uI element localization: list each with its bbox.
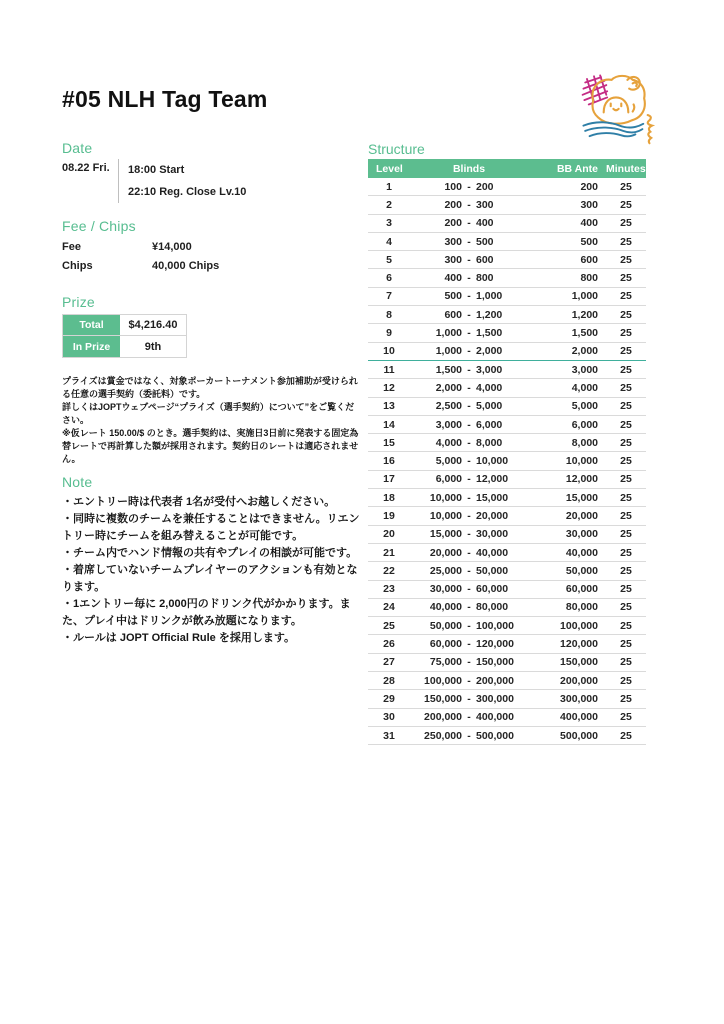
structure-row <box>368 288 646 306</box>
structure-row <box>368 251 646 269</box>
structure-level: 4 <box>386 235 392 248</box>
structure-minutes: 25 <box>620 217 632 230</box>
small-blind: 2,000 <box>435 381 462 394</box>
structure-blinds <box>410 547 528 559</box>
col-header-level: Level <box>376 162 403 175</box>
structure-level: 12 <box>383 381 395 394</box>
structure-level: 6 <box>386 272 392 285</box>
structure-row <box>368 617 646 635</box>
structure-bb-ante: 200,000 <box>560 674 598 687</box>
structure-bb-ante: 15,000 <box>565 491 598 504</box>
blinds-dash: - <box>467 674 471 687</box>
small-blind: 10,000 <box>429 491 462 504</box>
structure-bb-ante: 50,000 <box>565 564 598 577</box>
structure-minutes: 25 <box>620 400 632 413</box>
structure-bb-ante: 1,000 <box>571 290 598 303</box>
structure-minutes: 25 <box>620 564 632 577</box>
structure-level: 24 <box>383 601 395 614</box>
structure-row <box>368 599 646 617</box>
blinds-dash: - <box>467 619 471 632</box>
structure-blinds <box>410 638 528 650</box>
structure-bb-ante: 5,000 <box>571 400 598 413</box>
structure-blinds <box>410 400 528 412</box>
prize-table <box>62 314 187 358</box>
small-blind: 75,000 <box>429 656 462 669</box>
structure-table-header <box>368 159 646 178</box>
structure-row <box>368 452 646 470</box>
structure-row <box>368 507 646 525</box>
date-times <box>118 159 246 203</box>
big-blind: 500 <box>476 235 494 248</box>
structure-minutes: 25 <box>620 290 632 303</box>
note-item: ・着席していないチームプレイヤーのアクションも有効となります。 <box>62 564 358 593</box>
small-blind: 20,000 <box>429 546 462 559</box>
structure-row <box>368 361 646 379</box>
structure-blinds <box>410 364 528 376</box>
big-blind: 8,000 <box>476 436 503 449</box>
structure-blinds <box>410 473 528 485</box>
structure-blinds <box>410 290 528 302</box>
structure-row <box>368 544 646 562</box>
mascot-logo-icon <box>572 70 660 146</box>
structure-bb-ante: 600 <box>580 253 598 266</box>
big-blind: 200,000 <box>476 674 514 687</box>
col-header-blinds: Blinds <box>452 162 486 175</box>
structure-row <box>368 635 646 653</box>
structure-blinds <box>410 199 528 211</box>
structure-blinds <box>410 730 528 742</box>
structure-blinds <box>410 510 528 522</box>
big-blind: 600 <box>476 253 494 266</box>
structure-row <box>368 306 646 324</box>
structure-row <box>368 562 646 580</box>
structure-minutes: 25 <box>620 692 632 705</box>
structure-minutes: 25 <box>620 327 632 340</box>
structure-minutes: 25 <box>620 180 632 193</box>
structure-row <box>368 343 646 361</box>
structure-level: 5 <box>386 253 392 266</box>
structure-bb-ante: 30,000 <box>565 528 598 541</box>
blinds-dash: - <box>467 327 471 340</box>
small-blind: 300 <box>444 235 462 248</box>
blinds-dash: - <box>467 546 471 559</box>
structure-minutes: 25 <box>620 729 632 742</box>
small-blind: 60,000 <box>429 638 462 651</box>
blinds-dash: - <box>467 381 471 394</box>
small-blind: 600 <box>444 308 462 321</box>
structure-minutes: 25 <box>620 601 632 614</box>
structure-minutes: 25 <box>620 308 632 321</box>
fee-row-value: 40,000 Chips <box>152 260 220 272</box>
prize-heading: Prize <box>62 294 95 310</box>
blinds-dash: - <box>467 583 471 596</box>
note-items <box>62 494 362 647</box>
structure-bb-ante: 800 <box>580 272 598 285</box>
structure-table-body <box>368 178 646 745</box>
small-blind: 6,000 <box>435 473 462 486</box>
structure-minutes: 25 <box>620 345 632 358</box>
structure-level: 27 <box>383 656 395 669</box>
fee-row <box>62 257 364 276</box>
fee-row-label: Chips <box>62 260 93 272</box>
structure-level: 30 <box>383 711 395 724</box>
structure-level: 28 <box>383 674 395 687</box>
fee-row <box>62 238 364 257</box>
big-blind: 400,000 <box>476 711 514 724</box>
date-value: 08.22 Fri. <box>62 162 110 174</box>
structure-row <box>368 489 646 507</box>
structure-blinds <box>410 217 528 229</box>
structure-row <box>368 379 646 397</box>
structure-minutes: 25 <box>620 638 632 651</box>
start-time: 18:00 Start <box>128 164 185 176</box>
structure-bb-ante: 80,000 <box>565 601 598 614</box>
small-blind: 500 <box>444 290 462 303</box>
fee-chips-heading: Fee / Chips <box>62 218 136 234</box>
structure-level: 16 <box>383 455 395 468</box>
structure-bb-ante: 300,000 <box>560 692 598 705</box>
structure-blinds <box>410 254 528 266</box>
note-item: ・エントリー時は代表者 1名が受付へお越しください。 <box>62 496 336 508</box>
prize-disclaimer-line: ※仮レート 150.00/$ のとき。選手契約は、実施日3日前に発表する固定為替レートで再計算した額が採用されます。契約日のレートは適応されません。 <box>62 428 359 464</box>
reg-close-time: 22:10 Reg. Close Lv.10 <box>128 186 247 198</box>
structure-minutes: 25 <box>620 473 632 486</box>
note-item: ・1エントリー毎に 2,000円のドリンク代がかかります。また、プレイ中はドリンクが飲み放題になります。 <box>62 598 351 627</box>
structure-blinds <box>410 309 528 321</box>
structure-minutes: 25 <box>620 253 632 266</box>
blinds-dash: - <box>467 180 471 193</box>
structure-bb-ante: 8,000 <box>571 436 598 449</box>
note-item: ・同時に複数のチームを兼任することはできません。リエントリー時にチームを組み替えることが可能です。 <box>62 513 360 542</box>
structure-minutes: 25 <box>620 491 632 504</box>
prize-row <box>63 336 186 357</box>
big-blind: 60,000 <box>476 583 509 596</box>
small-blind: 100,000 <box>424 674 462 687</box>
structure-minutes: 25 <box>620 363 632 376</box>
big-blind: 80,000 <box>476 601 509 614</box>
small-blind: 200 <box>444 198 462 211</box>
structure-minutes: 25 <box>620 436 632 449</box>
structure-row <box>368 526 646 544</box>
structure-level: 14 <box>383 418 395 431</box>
structure-level: 22 <box>383 564 395 577</box>
blinds-dash: - <box>467 509 471 522</box>
structure-level: 2 <box>386 198 392 211</box>
big-blind: 2,000 <box>476 345 503 358</box>
structure-level: 29 <box>383 692 395 705</box>
structure-bb-ante: 1,200 <box>571 308 598 321</box>
small-blind: 200 <box>444 217 462 230</box>
small-blind: 1,000 <box>435 345 462 358</box>
blinds-dash: - <box>467 345 471 358</box>
structure-bb-ante: 500,000 <box>560 729 598 742</box>
structure-row <box>368 269 646 287</box>
structure-level: 13 <box>383 400 395 413</box>
blinds-dash: - <box>467 253 471 266</box>
structure-bb-ante: 60,000 <box>565 583 598 596</box>
big-blind: 15,000 <box>476 491 509 504</box>
big-blind: 12,000 <box>476 473 509 486</box>
structure-blinds <box>410 437 528 449</box>
small-blind: 30,000 <box>429 583 462 596</box>
big-blind: 150,000 <box>476 656 514 669</box>
structure-level: 9 <box>386 327 392 340</box>
structure-blinds <box>410 327 528 339</box>
prize-row-label: Total <box>63 315 120 335</box>
note-heading: Note <box>62 474 93 490</box>
blinds-dash: - <box>467 638 471 651</box>
small-blind: 250,000 <box>424 729 462 742</box>
blinds-dash: - <box>467 290 471 303</box>
big-blind: 20,000 <box>476 509 509 522</box>
structure-bb-ante: 40,000 <box>565 546 598 559</box>
structure-minutes: 25 <box>620 619 632 632</box>
col-header-bb-ante: BB Ante <box>556 162 598 175</box>
structure-bb-ante: 150,000 <box>560 656 598 669</box>
blinds-dash: - <box>467 436 471 449</box>
blinds-dash: - <box>467 711 471 724</box>
structure-level: 21 <box>383 546 395 559</box>
fee-row-value: ¥14,000 <box>152 241 192 253</box>
structure-minutes: 25 <box>620 509 632 522</box>
small-blind: 4,000 <box>435 436 462 449</box>
blinds-dash: - <box>467 656 471 669</box>
structure-level: 20 <box>383 528 395 541</box>
prize-row-value: $4,216.40 <box>120 315 186 335</box>
big-blind: 50,000 <box>476 564 509 577</box>
big-blind: 100,000 <box>476 619 514 632</box>
structure-bb-ante: 300 <box>580 198 598 211</box>
big-blind: 200 <box>476 180 494 193</box>
structure-blinds <box>410 565 528 577</box>
structure-blinds <box>410 492 528 504</box>
date-heading: Date <box>62 140 93 156</box>
structure-blinds <box>410 236 528 248</box>
structure-blinds <box>410 711 528 723</box>
structure-bb-ante: 20,000 <box>565 509 598 522</box>
structure-row <box>368 727 646 745</box>
structure-row <box>368 178 646 196</box>
small-blind: 150,000 <box>424 692 462 705</box>
structure-blinds <box>410 419 528 431</box>
blinds-dash: - <box>467 217 471 230</box>
prize-row-label: In Prize <box>63 336 120 357</box>
structure-minutes: 25 <box>620 546 632 559</box>
structure-bb-ante: 1,500 <box>571 327 598 340</box>
structure-blinds <box>410 656 528 668</box>
structure-blinds <box>410 181 528 193</box>
big-blind: 10,000 <box>476 455 509 468</box>
structure-bb-ante: 6,000 <box>571 418 598 431</box>
structure-table <box>368 159 646 745</box>
fee-chips-rows <box>62 238 364 276</box>
structure-heading: Structure <box>368 141 425 157</box>
blinds-dash: - <box>467 198 471 211</box>
col-header-minutes: Minutes <box>606 162 646 175</box>
big-blind: 300,000 <box>476 692 514 705</box>
structure-level: 15 <box>383 436 395 449</box>
structure-row <box>368 672 646 690</box>
structure-level: 26 <box>383 638 395 651</box>
structure-minutes: 25 <box>620 674 632 687</box>
structure-blinds <box>410 455 528 467</box>
structure-section <box>368 141 646 745</box>
small-blind: 25,000 <box>429 564 462 577</box>
blinds-dash: - <box>467 418 471 431</box>
blinds-dash: - <box>467 692 471 705</box>
prize-disclaimer-line: 詳しくはJOPTウェブページ“プライズ（選手契約）について”をご覧ください。 <box>62 402 355 425</box>
structure-bb-ante: 4,000 <box>571 381 598 394</box>
structure-row <box>368 654 646 672</box>
structure-bb-ante: 2,000 <box>571 345 598 358</box>
prize-row <box>63 315 186 336</box>
structure-level: 25 <box>383 619 395 632</box>
big-blind: 4,000 <box>476 381 503 394</box>
structure-bb-ante: 100,000 <box>560 619 598 632</box>
blinds-dash: - <box>467 601 471 614</box>
structure-bb-ante: 10,000 <box>565 455 598 468</box>
small-blind: 100 <box>444 180 462 193</box>
small-blind: 1,500 <box>435 363 462 376</box>
structure-blinds <box>410 675 528 687</box>
structure-row <box>368 196 646 214</box>
prize-disclaimer-line: プライズは賞金ではなく、対象ポーカートーナメント参加補助が受けられる任意の選手契約（委託料）です。 <box>62 376 358 399</box>
big-blind: 300 <box>476 198 494 211</box>
big-blind: 500,000 <box>476 729 514 742</box>
structure-row <box>368 434 646 452</box>
big-blind: 1,500 <box>476 327 503 340</box>
structure-minutes: 25 <box>620 381 632 394</box>
big-blind: 120,000 <box>476 638 514 651</box>
prize-row-value: 9th <box>120 336 186 357</box>
structure-level: 18 <box>383 491 395 504</box>
big-blind: 30,000 <box>476 528 509 541</box>
structure-blinds <box>410 528 528 540</box>
structure-level: 17 <box>383 473 395 486</box>
structure-level: 3 <box>386 217 392 230</box>
structure-minutes: 25 <box>620 656 632 669</box>
small-blind: 400 <box>444 272 462 285</box>
note-item: ・ルールは JOPT Official Rule を採用します。 <box>62 632 295 644</box>
structure-blinds <box>410 272 528 284</box>
structure-minutes: 25 <box>620 235 632 248</box>
big-blind: 3,000 <box>476 363 503 376</box>
small-blind: 50,000 <box>429 619 462 632</box>
blinds-dash: - <box>467 455 471 468</box>
structure-minutes: 25 <box>620 272 632 285</box>
structure-row <box>368 324 646 342</box>
structure-minutes: 25 <box>620 418 632 431</box>
structure-bb-ante: 3,000 <box>571 363 598 376</box>
big-blind: 1,000 <box>476 290 503 303</box>
blinds-dash: - <box>467 473 471 486</box>
blinds-dash: - <box>467 564 471 577</box>
structure-level: 31 <box>383 729 395 742</box>
structure-minutes: 25 <box>620 711 632 724</box>
small-blind: 10,000 <box>429 509 462 522</box>
structure-blinds <box>410 382 528 394</box>
blinds-dash: - <box>467 528 471 541</box>
big-blind: 5,000 <box>476 400 503 413</box>
structure-row <box>368 398 646 416</box>
structure-level: 11 <box>383 363 395 376</box>
small-blind: 3,000 <box>435 418 462 431</box>
structure-blinds <box>410 345 528 357</box>
page-title: #05 NLH Tag Team <box>62 86 268 112</box>
structure-blinds <box>410 583 528 595</box>
small-blind: 2,500 <box>435 400 462 413</box>
blinds-dash: - <box>467 308 471 321</box>
small-blind: 200,000 <box>424 711 462 724</box>
structure-level: 8 <box>386 308 392 321</box>
structure-minutes: 25 <box>620 455 632 468</box>
structure-minutes: 25 <box>620 528 632 541</box>
note-item: ・チーム内でハンド情報の共有やプレイの相談が可能です。 <box>62 547 358 559</box>
structure-bb-ante: 12,000 <box>565 473 598 486</box>
date-row <box>62 159 364 203</box>
structure-blinds <box>410 601 528 613</box>
blinds-dash: - <box>467 363 471 376</box>
big-blind: 1,200 <box>476 308 503 321</box>
big-blind: 400 <box>476 217 494 230</box>
big-blind: 6,000 <box>476 418 503 431</box>
small-blind: 300 <box>444 253 462 266</box>
blinds-dash: - <box>467 400 471 413</box>
small-blind: 40,000 <box>429 601 462 614</box>
fee-row-label: Fee <box>62 241 81 253</box>
structure-minutes: 25 <box>620 583 632 596</box>
structure-row <box>368 416 646 434</box>
structure-bb-ante: 500 <box>580 235 598 248</box>
structure-level: 10 <box>383 345 395 358</box>
blinds-dash: - <box>467 729 471 742</box>
structure-blinds <box>410 620 528 632</box>
structure-level: 7 <box>386 290 392 303</box>
structure-row <box>368 233 646 251</box>
structure-bb-ante: 200 <box>580 180 598 193</box>
small-blind: 15,000 <box>429 528 462 541</box>
blinds-dash: - <box>467 235 471 248</box>
prize-disclaimer <box>62 375 362 466</box>
structure-minutes: 25 <box>620 198 632 211</box>
structure-row <box>368 471 646 489</box>
small-blind: 5,000 <box>435 455 462 468</box>
structure-row <box>368 215 646 233</box>
structure-level: 23 <box>383 583 395 596</box>
structure-bb-ante: 400,000 <box>560 711 598 724</box>
structure-bb-ante: 120,000 <box>560 638 598 651</box>
structure-level: 19 <box>383 509 395 522</box>
structure-row <box>368 709 646 727</box>
structure-level: 1 <box>386 180 392 193</box>
blinds-dash: - <box>467 491 471 504</box>
structure-row <box>368 690 646 708</box>
small-blind: 1,000 <box>435 327 462 340</box>
structure-row <box>368 581 646 599</box>
left-column <box>62 140 364 647</box>
structure-bb-ante: 400 <box>580 217 598 230</box>
structure-blinds <box>410 693 528 705</box>
big-blind: 800 <box>476 272 494 285</box>
big-blind: 40,000 <box>476 546 509 559</box>
blinds-dash: - <box>467 272 471 285</box>
